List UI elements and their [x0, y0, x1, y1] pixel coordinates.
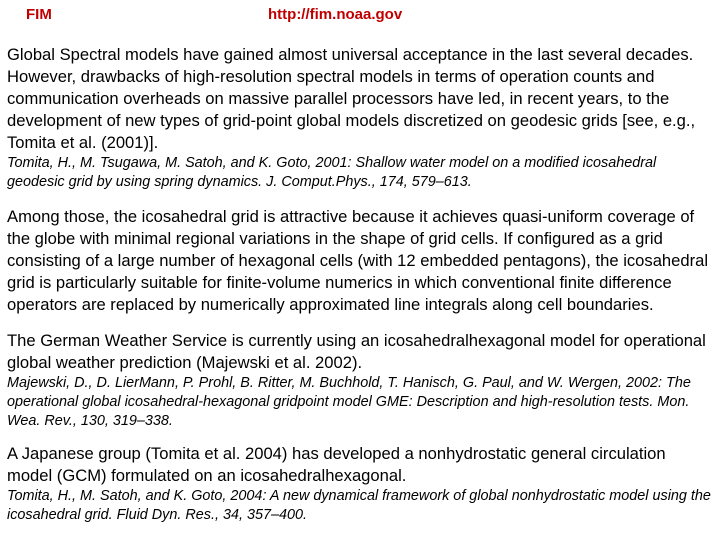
reference-tomita-2001: Tomita, H., M. Tsugawa, M. Satoh, and K. Goto, 2001: Shallow water model on a modified icosahedral geodesic grid by using spring dynamics. J. Comput.Phys., 174, 579–613. — [7, 155, 657, 190]
header-url-link[interactable]: http://fim.noaa.gov — [268, 6, 403, 23]
reference-majewski-2002: Majewski, D., D. LierMann, P. Prohl, B. Ritter, M. Buchhold, T. Hanisch, G. Paul, and W. Wergen, 2002: The operational global icosahedral-hexagonal gridpoint model GME: Description and high-resolution tests. Mon. Wea. Rev., 130, 319–338. — [7, 375, 691, 429]
reference-tomita-2004: Tomita, H., M. Satoh, and K. Goto, 2004: A new dynamical framework of global nonhydrostatic model using the icosahedral grid. Fluid Dyn. Res., 34, 357–400. — [7, 488, 711, 523]
paragraph-japanese-group: A Japanese group (Tomita et al. 2004) has developed a nonhydrostatic general circulation model (GCM) formulated on an icosahedralhexagonal. — [7, 444, 666, 485]
paragraph-icosahedral-grid: Among those, the icosahedral grid is attractive because it achieves quasi-uniform coverage of the globe with minimal regional variations in the shape of grid cells. If configured as a grid consisting of a large number of hexagonal cells (with 12 embedded pentagons), the icosahedral grid is particularly suitable for finite-volume numerics in which conventional finite difference operators are replaced by numerically approximated line integrals along cell boundaries. — [7, 207, 709, 314]
slide-header — [0, 6, 720, 28]
paragraph-german-weather-service: The German Weather Service is currently using an icosahedralhexagonal model for operational global weather prediction (Majewski et al. 2002). — [7, 331, 706, 372]
brand-label: FIM — [26, 6, 52, 23]
paragraph-spectral-models: Global Spectral models have gained almost universal acceptance in the last several decades. However, drawbacks of high-resolution spectral models in terms of operation counts and communication overheads on massive parallel processors have led, in recent years, to the development of new types of grid-point global models discretized on geodesic grids [see, e.g., Tomita et al. (2001)]. — [7, 45, 696, 152]
slide-body — [7, 44, 713, 525]
spacer — [7, 431, 713, 443]
spacer — [7, 316, 713, 330]
spacer — [7, 192, 713, 206]
